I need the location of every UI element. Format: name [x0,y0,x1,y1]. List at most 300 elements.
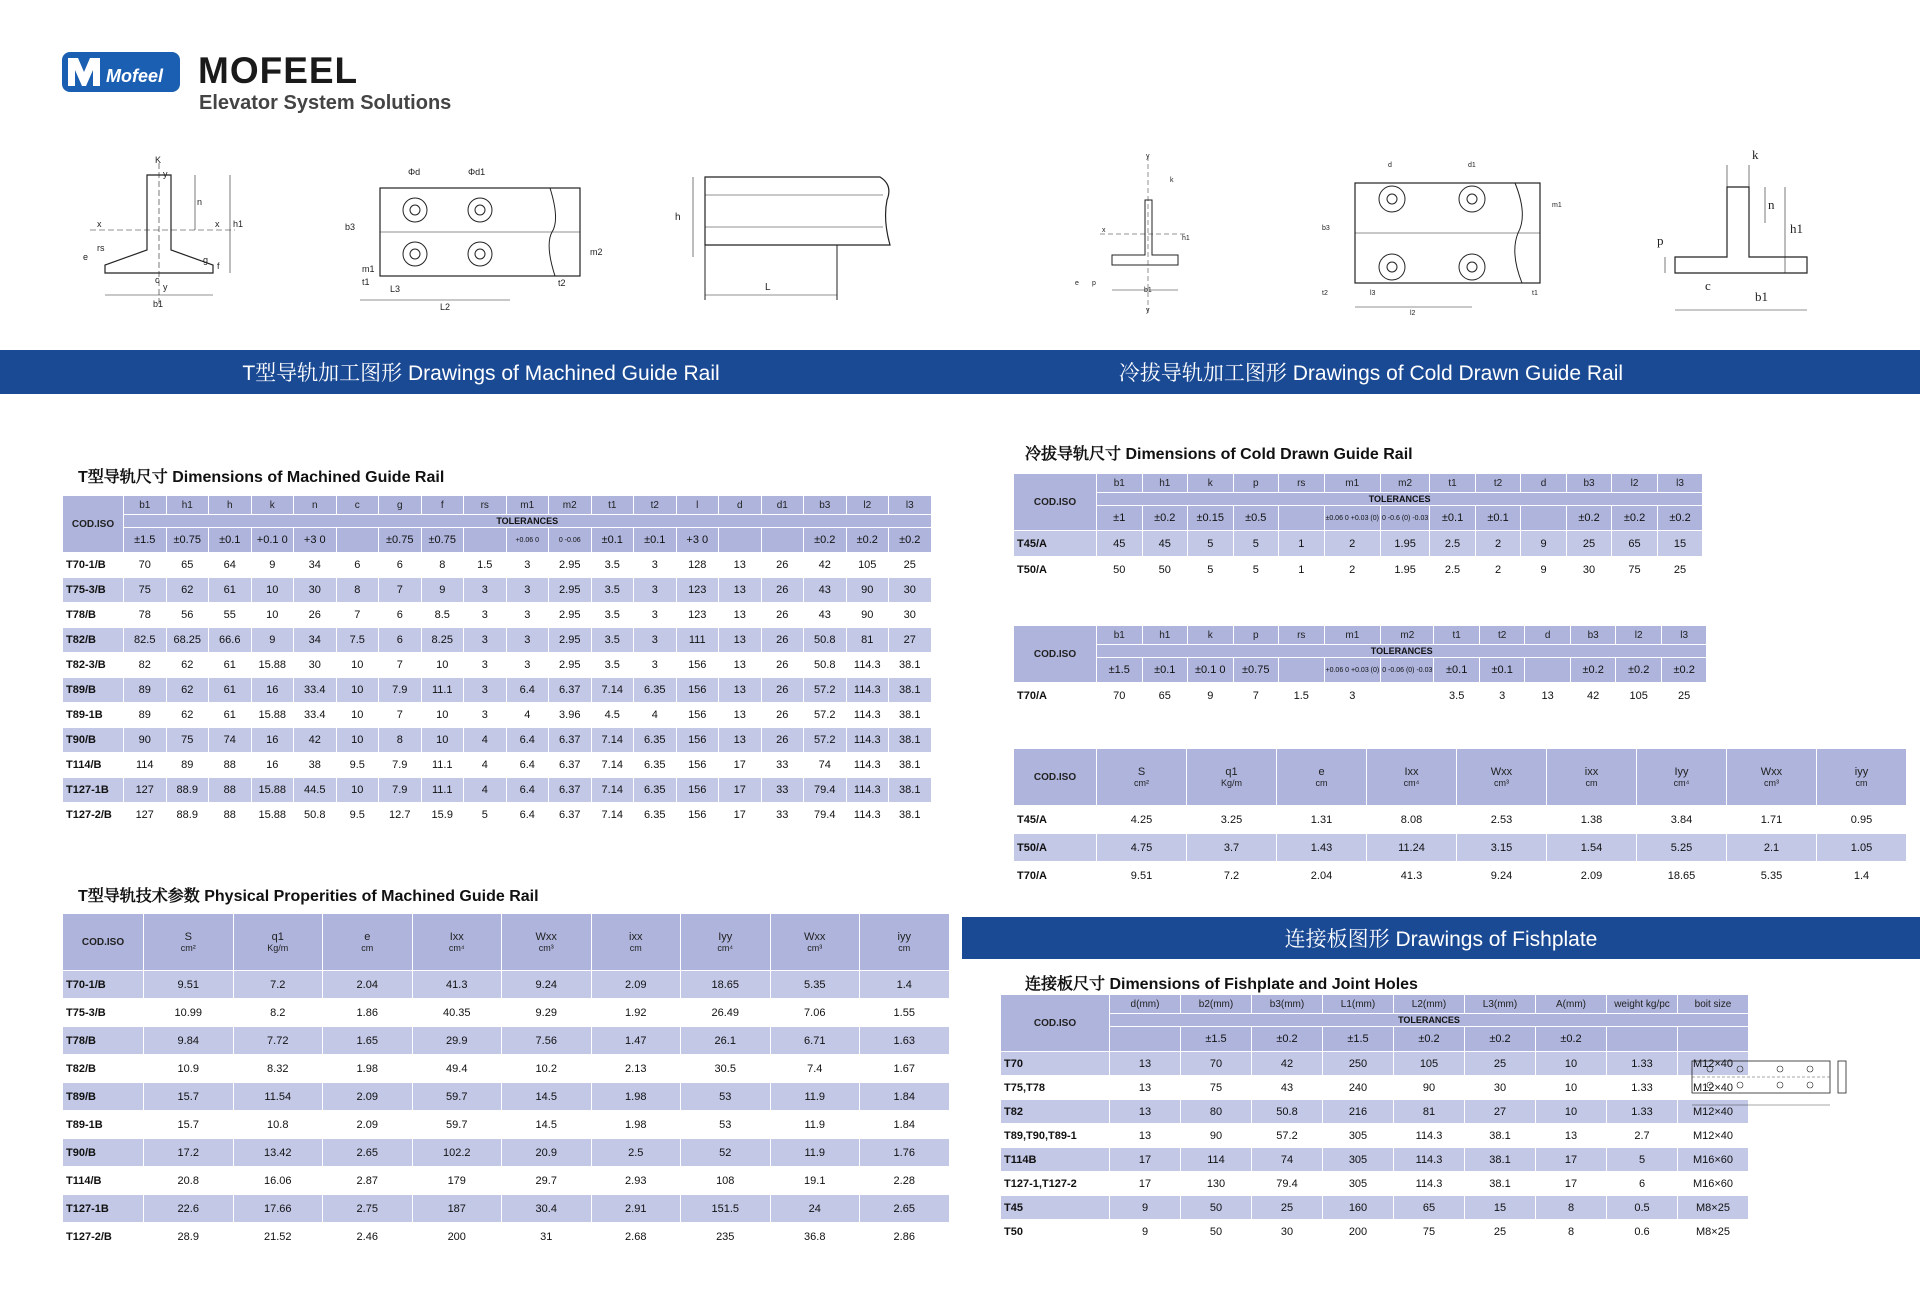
table-cell: 2.13 [592,1055,681,1082]
table-cell: 3.5 [592,578,634,602]
column-header: A(mm) [1536,995,1606,1013]
tolerance-value: ±0.75 [379,528,421,552]
svg-text:y: y [163,169,168,179]
table-cell: 26 [762,603,804,627]
table-cell: 25 [1465,1220,1535,1243]
column-header: l3 [889,496,931,514]
table-cell: 7 [379,703,421,727]
table-cell: 1.95 [1381,531,1429,556]
table-cell: 61 [209,578,251,602]
table-cell: 3.25 [1187,806,1276,833]
table-cell: 17 [1536,1172,1606,1195]
column-header: b3(mm) [1252,995,1322,1013]
table-row [63,678,931,702]
tolerance-value: ±0.15 [1188,506,1233,530]
table-row [63,728,931,752]
dims-table [1000,994,1749,1244]
header-symbol: Ixx [1404,766,1419,778]
table-cell: 9 [1521,557,1566,582]
header-symbol: q1 [1225,766,1238,778]
column-header [502,914,591,970]
table-cell: 6.37 [549,753,591,777]
table-cell: 42 [294,728,336,752]
svg-text:b1: b1 [153,299,164,309]
table-cell: 10.9 [144,1055,233,1082]
table-cell: 13 [1110,1100,1180,1123]
table-cell: 114.3 [847,778,889,802]
table-cell: 30 [889,578,931,602]
table-cell: 9 [1110,1196,1180,1219]
table-cell: 160 [1323,1196,1393,1219]
table-cell: 156 [677,653,719,677]
table-row [63,1195,949,1222]
table-cell: 27 [889,628,931,652]
table-cell: 11.9 [771,1139,860,1166]
table-cell: 6.4 [507,728,549,752]
svg-text:e: e [83,252,89,262]
table-cell: 3 [634,578,676,602]
table-cell: 15.88 [252,778,294,802]
table-cell: 18.65 [1637,862,1726,889]
svg-text:k: k [1170,177,1174,184]
table-row [63,628,931,652]
table-cell: 16.06 [234,1167,323,1194]
table-cell: 90 [1181,1124,1251,1147]
tolerance-value: ±1.5 [1323,1027,1393,1051]
table-cell: 9 [422,578,464,602]
fishplate-drawing [1688,1055,1858,1115]
cod-iso-header: COD.ISO [1014,749,1096,805]
tolerance-value [762,528,804,552]
machined-dims-table [62,495,932,828]
table-cell: 10 [1536,1076,1606,1099]
header-symbol: ixx [629,931,643,943]
table-cell: 26 [762,703,804,727]
table-row [1001,1100,1748,1123]
table-cell: 5.35 [1727,862,1816,889]
table-cell: 5 [1188,557,1233,582]
table-cell: 114 [1181,1148,1251,1171]
table-cell: 15.7 [144,1083,233,1110]
table-cell: 10.8 [234,1111,323,1138]
table-cell: 2.09 [1547,862,1636,889]
table-cell: 40.35 [413,999,502,1026]
table-cell: 9 [1188,683,1233,708]
svg-text:h1: h1 [1790,221,1803,236]
table-cell: 6.35 [634,678,676,702]
table-cell: 6.4 [507,678,549,702]
table-cell: 5.35 [771,971,860,998]
table-cell: 20.8 [144,1167,233,1194]
table-cell: 14.5 [502,1083,591,1110]
table-cell: 8 [422,553,464,577]
tolerance-value [464,528,506,552]
table-cell: 16 [252,728,294,752]
tolerance-value: ±0.75 [422,528,464,552]
table-cell: M12×40 [1678,1124,1748,1147]
column-header: d [1525,626,1570,644]
tolerance-value [1521,506,1566,530]
table-cell: 305 [1323,1124,1393,1147]
table-cell: 50 [1097,557,1142,582]
table-cell: 3.5 [592,553,634,577]
table-cell: 10 [422,728,464,752]
row-code: T127-2/B [63,803,123,827]
table-cell: 30.5 [681,1055,770,1082]
table-cell: 65 [1612,531,1657,556]
tolerance-value [1525,658,1570,682]
column-header: rs [1279,474,1324,492]
table-cell: M8×25 [1678,1196,1748,1219]
table-cell: 13 [719,628,761,652]
table-row [63,1139,949,1166]
column-header: b2(mm) [1181,995,1251,1013]
table-row [63,971,949,998]
table-cell: 8.08 [1367,806,1456,833]
table-cell: 89 [124,678,166,702]
table-cell: 34 [294,553,336,577]
svg-text:m2: m2 [590,247,603,257]
table-cell: 5 [1607,1148,1677,1171]
column-header: b1 [1097,474,1142,492]
table-cell: 13 [719,678,761,702]
table-cell: 30.4 [502,1195,591,1222]
table-cell: 33 [762,753,804,777]
table-cell: 38.1 [889,653,931,677]
table-cell: 3 [507,628,549,652]
table-cell: 250 [1323,1052,1393,1075]
column-header: h1 [167,496,209,514]
dims-table [1013,473,1703,583]
svg-text:f: f [217,261,220,271]
table-cell: 2.75 [323,1195,412,1222]
table-cell: 50 [1143,557,1188,582]
table-row [63,703,931,727]
table-cell: 1.95 [1381,557,1429,582]
row-code: T82 [1001,1100,1109,1123]
row-code: T82/B [63,1055,143,1082]
row-code: T114B [1001,1148,1109,1171]
cold-phys-table [1013,748,1907,890]
table-cell: 114.3 [847,728,889,752]
table-cell: 59.7 [413,1083,502,1110]
table-cell: 1.33 [1607,1076,1677,1099]
machined-dims-title: T型导轨尺寸 Dimensions of Machined Guide Rail [78,469,445,486]
column-header: l [677,496,719,514]
table-cell: 88 [209,803,251,827]
table-cell: 7.14 [592,803,634,827]
table-cell: 5 [1234,557,1279,582]
table-row [1001,1148,1748,1171]
row-code: T70/A [1014,862,1096,889]
table-cell: 38.1 [889,778,931,802]
tolerance-value: ±0.75 [1234,658,1279,682]
table-cell: 70 [1097,683,1142,708]
table-cell: 17 [1110,1148,1180,1171]
table-cell: 0.6 [1607,1220,1677,1243]
tolerance-value: +3 0 [677,528,719,552]
table-cell: 25 [1465,1052,1535,1075]
svg-text:g: g [203,255,209,265]
header-unit: cm [629,943,642,953]
table-cell: 3 [634,553,676,577]
header-unit: cm⁴ [717,943,734,953]
table-cell: 3.15 [1457,834,1546,861]
column-header [1727,749,1816,805]
table-cell: 4 [634,703,676,727]
table-cell: 7.9 [379,753,421,777]
column-header: t2 [1476,474,1521,492]
table-cell: 13 [719,728,761,752]
row-code: T89/B [63,678,123,702]
table-cell: 1.98 [592,1083,681,1110]
table-cell: 74 [1252,1148,1322,1171]
tolerance-value: ±0.1 [1476,506,1521,530]
svg-text:l2: l2 [1410,310,1416,315]
svg-text:y: y [163,282,168,292]
table-cell: 27 [1465,1100,1535,1123]
header-unit: cm [1315,778,1328,788]
tolerance-value: ±0.1 [1430,506,1475,530]
header-symbol: S [1137,766,1146,778]
table-cell: 10 [337,678,379,702]
table-cell: 30 [1252,1220,1322,1243]
table-cell: 10 [422,653,464,677]
header-symbol: Wxx [535,931,557,943]
row-code: T45/A [1014,531,1096,556]
table-cell: 53 [681,1083,770,1110]
column-header: h1 [1143,626,1188,644]
table-cell: 2.68 [592,1223,681,1250]
table-cell: 130 [1181,1172,1251,1195]
table-row [63,1223,949,1250]
table-cell: 16 [252,753,294,777]
column-header: f [422,496,464,514]
table-cell: 9 [252,628,294,652]
svg-text:K: K [155,155,162,165]
header-unit: cm² [180,943,196,953]
table-cell: M12×40 [1678,1100,1748,1123]
tolerance-value: ±0.2 [1571,658,1616,682]
table-cell: 127 [124,803,166,827]
table-cell: 3.5 [592,653,634,677]
table-cell: 7.72 [234,1027,323,1054]
table-cell: 0.5 [1607,1196,1677,1219]
row-code: T70/A [1014,683,1096,708]
band-machined-text: T型导轨加工图形 Drawings of Machined Guide Rail [242,362,720,385]
table-cell: 11.1 [422,778,464,802]
table-cell: 2.95 [549,603,591,627]
table-cell: 111 [677,628,719,652]
table-cell: 90 [124,728,166,752]
svg-text:t1: t1 [362,277,370,287]
table-cell: M12×40 [1678,1076,1748,1099]
table-row [63,553,931,577]
table-cell: 1.84 [860,1083,949,1110]
table-row [63,803,931,827]
table-row [63,578,931,602]
column-header: t1 [1430,474,1475,492]
tolerance-value: ±0.5 [1234,506,1279,530]
table-cell: 5.25 [1637,834,1726,861]
table-cell: 2.5 [1430,557,1475,582]
row-code: T82-3/B [63,653,123,677]
row-code: T50/A [1014,557,1096,582]
header-symbol: Wxx [1490,766,1513,778]
table-cell: 4.5 [592,703,634,727]
table-row [1001,1172,1748,1195]
table-cell: 26 [762,553,804,577]
table-cell: 2 [1476,557,1521,582]
tolerances-label: TOLERANCES [124,515,931,527]
table-cell: 156 [677,778,719,802]
column-header: l2 [1612,474,1657,492]
table-cell: 1.33 [1607,1100,1677,1123]
table-cell: 1.98 [323,1055,412,1082]
table-cell: 3.96 [549,703,591,727]
table-cell: 114.3 [847,803,889,827]
svg-text:L2: L2 [440,302,451,312]
table-cell: 128 [677,553,719,577]
column-header: rs [464,496,506,514]
table-cell: 1.5 [1279,683,1324,708]
table-cell: 5 [1188,531,1233,556]
table-cell: 81 [847,628,889,652]
header-symbol: S [184,931,192,943]
row-code: T89/B [63,1083,143,1110]
table-cell: 88.9 [167,803,209,827]
table-cell: 70 [1181,1052,1251,1075]
table-cell: 8.5 [422,603,464,627]
table-row [63,753,931,777]
column-header: t1 [1434,626,1479,644]
cold-dims-table-a [1013,473,1703,583]
header-unit: cm [1585,778,1598,788]
table-cell: 200 [413,1223,502,1250]
column-header: boit size [1678,995,1748,1013]
logo-text: Mofeel [106,66,164,86]
table-cell: 33 [762,803,804,827]
table-cell: 123 [677,603,719,627]
table-cell: 2.1 [1727,834,1816,861]
table-cell: 15.88 [252,703,294,727]
table-cell: 216 [1323,1100,1393,1123]
tolerance-value [1678,1027,1748,1051]
table-cell: 30 [294,653,336,677]
table-cell: 6.4 [507,803,549,827]
table-cell: 9.5 [337,803,379,827]
table-cell: 50.8 [294,803,336,827]
table-cell: 2.5 [1430,531,1475,556]
tolerance-value [1279,658,1324,682]
tolerance-value: ±0.06 0 +0.03 (0) [1325,506,1380,530]
table-cell: 9 [252,553,294,577]
table-cell: 56 [167,603,209,627]
svg-text:x: x [97,219,102,229]
rail-profile-drawing [665,165,905,305]
header-unit: Kg/m [267,943,289,953]
table-cell: 11.24 [1367,834,1456,861]
table-cell: 2.91 [592,1195,681,1222]
row-code: T70-1/B [63,553,123,577]
table-cell: 50.8 [1252,1100,1322,1123]
tolerance-value [1279,506,1324,530]
svg-text:y: y [1146,153,1150,160]
table-cell: 2.09 [323,1083,412,1110]
tolerance-value [337,528,379,552]
table-cell: 30 [1567,557,1612,582]
tolerances-label: TOLERANCES [1097,493,1702,505]
table-cell: 38.1 [889,753,931,777]
table-cell: 8 [379,728,421,752]
phys-table [62,913,950,1251]
table-cell: 2.95 [549,628,591,652]
table-cell: 2.7 [1607,1124,1677,1147]
table-cell: 43 [1252,1076,1322,1099]
tolerance-value: ±0.2 [847,528,889,552]
table-cell: 79.4 [804,803,846,827]
column-header: b3 [804,496,846,514]
table-cell: 57.2 [804,703,846,727]
table-cell: 45 [1143,531,1188,556]
svg-text:m1: m1 [1552,202,1562,209]
column-header: p [1234,474,1279,492]
table-cell: 62 [167,678,209,702]
column-header: m1 [1325,626,1381,644]
table-cell: 50.8 [804,628,846,652]
table-cell: 26 [762,728,804,752]
table-cell: 12.7 [379,803,421,827]
row-code: T89,T90,T89-1 [1001,1124,1109,1147]
table-cell: 9.84 [144,1027,233,1054]
table-cell: 1.65 [323,1027,412,1054]
table-cell: 52 [681,1139,770,1166]
table-cell: 15.88 [252,803,294,827]
table-cell: 4 [464,753,506,777]
table-cell: 21.52 [234,1223,323,1250]
table-cell: 114.3 [1394,1124,1464,1147]
column-header: n [294,496,336,514]
table-row [63,778,931,802]
table-cell: 15.9 [422,803,464,827]
header-symbol: iyy [1854,766,1869,778]
table-cell: 3 [464,603,506,627]
table-row [63,653,931,677]
table-cell: 14.5 [502,1111,591,1138]
svg-text:c: c [155,275,160,285]
dims-table [62,495,932,828]
svg-text:rs: rs [97,243,105,253]
table-cell: 7.4 [771,1055,860,1082]
header-unit: cm [1855,778,1868,788]
table-cell: 6 [337,553,379,577]
tolerance-value: ±0.1 [209,528,251,552]
table-cell: 8 [1536,1196,1606,1219]
svg-text:L3: L3 [390,284,401,294]
tolerance-value: ±0.1 0 [1188,658,1233,682]
tolerance-value: ±0.2 [1394,1027,1464,1051]
tolerance-value: +0.06 0 +0.03 (0) [1325,658,1381,682]
table-row [1014,557,1702,582]
table-cell: 6.35 [634,753,676,777]
table-cell: 3 [464,678,506,702]
table-cell: 7 [379,653,421,677]
table-cell: 5 [464,803,506,827]
table-cell: 62 [167,703,209,727]
table-cell: 4 [507,703,549,727]
table-row [1014,806,1906,833]
table-cell: 2 [1325,557,1380,582]
